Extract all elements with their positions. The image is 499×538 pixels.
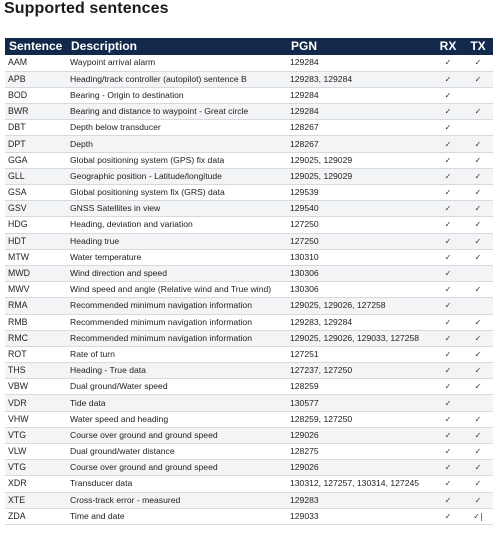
rx-check-cell: ✓ [433,395,463,411]
pgn-cell: 129025, 129026, 129033, 127258 [287,330,433,346]
column-header-description: Description [71,39,138,53]
pgn-cell: 129033 [287,508,433,524]
sentence-code-cell: APB [5,71,67,87]
description-cell: Recommended minimum navigation information [67,314,287,330]
pgn-cell: 129540 [287,201,433,217]
table-row [5,476,493,492]
sentence-code-cell: VHW [5,411,67,427]
description-cell: Global positioning system (GPS) fix data [67,152,287,168]
pgn-cell: 128259, 127250 [287,411,433,427]
table-row [5,298,493,314]
pgn-cell: 129026 [287,427,433,443]
pgn-cell: 129025, 129029 [287,168,433,184]
table-row [5,201,493,217]
table-row [5,152,493,168]
sentence-code-cell: VBW [5,379,67,395]
rx-check-cell: ✓ [433,508,463,524]
pgn-cell: 127250 [287,233,433,249]
description-cell: Bearing - Origin to destination [67,87,287,103]
description-cell: Depth below transducer [67,120,287,136]
sentence-code-cell: THS [5,363,67,379]
table-row [5,460,493,476]
rx-check-cell: ✓ [433,136,463,152]
description-cell: Cross-track error - measured [67,492,287,508]
pgn-cell: 127250 [287,217,433,233]
rx-check-cell: ✓ [433,379,463,395]
tx-check-cell: ✓ [463,104,493,120]
pgn-cell: 130310 [287,249,433,265]
pgn-cell: 129283, 129284 [287,314,433,330]
rx-check-cell: ✓ [433,298,463,314]
table-row [5,249,493,265]
tx-check-cell: ✓ [463,168,493,184]
description-cell: Water temperature [67,249,287,265]
table-row [5,87,493,103]
description-cell: Global positioning system fix (GRS) data [67,185,287,201]
sentence-code-cell: XDR [5,476,67,492]
sentence-code-cell: HDT [5,233,67,249]
sentence-code-cell: GGA [5,152,67,168]
tx-check-cell [463,395,493,411]
tx-check-cell: ✓ [463,249,493,265]
table-row [5,363,493,379]
description-cell: Tide data [67,395,287,411]
rx-check-cell: ✓ [433,71,463,87]
page-title: Supported sentences [4,0,169,17]
tx-check-cell [463,298,493,314]
rx-check-cell: ✓ [433,55,463,71]
description-cell: Recommended minimum navigation information [67,298,287,314]
tx-check-cell: ✓ [463,185,493,201]
table-row [5,314,493,330]
table-row [5,136,493,152]
description-cell: Course over ground and ground speed [67,460,287,476]
table-row [5,233,493,249]
rx-check-cell: ✓ [433,152,463,168]
sentence-code-cell: VTG [5,460,67,476]
tx-check-cell: ✓ [463,346,493,362]
description-cell: Heading true [67,233,287,249]
tx-check-cell: ✓ [463,201,493,217]
rx-check-cell: ✓ [433,427,463,443]
sentence-code-cell: MWV [5,282,67,298]
table-row [5,330,493,346]
rx-check-cell: ✓ [433,460,463,476]
pgn-cell: 130312, 127257, 130314, 127245 [287,476,433,492]
sentence-code-cell: ZDA [5,508,67,524]
sentence-code-cell: BOD [5,87,67,103]
table-header-row [5,38,493,55]
rx-check-cell: ✓ [433,411,463,427]
sentence-code-cell: GLL [5,168,67,184]
tx-check-cell: ✓ [463,476,493,492]
description-cell: Water speed and heading [67,411,287,427]
pgn-cell: 127237, 127250 [287,363,433,379]
pgn-cell: 128267 [287,136,433,152]
column-header-tx: TX [470,39,486,53]
table-row [5,120,493,136]
table-body [5,55,493,524]
sentence-code-cell: XTE [5,492,67,508]
tx-check-cell: ✓ [463,282,493,298]
description-cell: GNSS Satellites in view [67,201,287,217]
sentence-code-cell: BWR [5,104,67,120]
tx-check-cell: ✓ [463,363,493,379]
description-cell: Dual ground/Water speed [67,379,287,395]
tx-check-cell: ✓ [463,330,493,346]
pgn-cell: 128259 [287,379,433,395]
tx-check-cell: ✓ [463,233,493,249]
table-row [5,55,493,71]
tx-check-cell: ✓ [463,314,493,330]
tx-check-cell: ✓ [463,152,493,168]
tx-check-cell: ✓ [463,71,493,87]
sentence-code-cell: RMA [5,298,67,314]
sentence-code-cell: MWD [5,265,67,281]
supported-sentences-table [5,38,493,525]
tx-check-cell: ✓| [463,508,493,524]
description-cell: Wind direction and speed [67,265,287,281]
pgn-cell: 130577 [287,395,433,411]
tx-check-cell [463,120,493,136]
sentence-code-cell: DBT [5,120,67,136]
sentence-code-cell: VTG [5,427,67,443]
rx-check-cell: ✓ [433,201,463,217]
description-cell: Heading - True data [67,363,287,379]
pgn-cell: 130306 [287,265,433,281]
description-cell: Course over ground and ground speed [67,427,287,443]
sentence-code-cell: RMC [5,330,67,346]
table-row [5,104,493,120]
pgn-cell: 127251 [287,346,433,362]
table-row [5,168,493,184]
column-header-rx: RX [439,39,457,53]
table-row [5,265,493,281]
tx-check-cell: ✓ [463,444,493,460]
tx-check-cell: ✓ [463,217,493,233]
description-cell: Heading/track controller (autopilot) sentence B [67,71,287,87]
rx-check-cell: ✓ [433,217,463,233]
rx-check-cell: ✓ [433,314,463,330]
pgn-cell: 129284 [287,87,433,103]
description-cell: Geographic position - Latitude/longitude [67,168,287,184]
rx-check-cell: ✓ [433,265,463,281]
table-row [5,427,493,443]
sentence-code-cell: VDR [5,395,67,411]
description-cell: Time and date [67,508,287,524]
rx-check-cell: ✓ [433,249,463,265]
sentence-code-cell: HDG [5,217,67,233]
sentence-code-cell: VLW [5,444,67,460]
sentence-code-cell: MTW [5,249,67,265]
tx-check-cell: ✓ [463,460,493,476]
pgn-cell: 130306 [287,282,433,298]
tx-check-cell [463,265,493,281]
table-row [5,444,493,460]
description-cell: Depth [67,136,287,152]
rx-check-cell: ✓ [433,492,463,508]
rx-check-cell: ✓ [433,87,463,103]
sentence-code-cell: DPT [5,136,67,152]
rx-check-cell: ✓ [433,282,463,298]
pgn-cell: 128275 [287,444,433,460]
tx-check-cell: ✓ [463,379,493,395]
description-cell: Rate of turn [67,346,287,362]
rx-check-cell: ✓ [433,120,463,136]
rx-check-cell: ✓ [433,104,463,120]
tx-check-cell: ✓ [463,411,493,427]
rx-check-cell: ✓ [433,168,463,184]
rx-check-cell: ✓ [433,444,463,460]
tx-check-cell: ✓ [463,427,493,443]
table-row [5,185,493,201]
tx-check-cell: ✓ [463,492,493,508]
pgn-cell: 129284 [287,104,433,120]
column-header-sentence: Sentence [9,39,63,53]
table-row [5,217,493,233]
pgn-cell: 129284 [287,55,433,71]
rx-check-cell: ✓ [433,233,463,249]
sentence-code-cell: AAM [5,55,67,71]
rx-check-cell: ✓ [433,346,463,362]
rx-check-cell: ✓ [433,363,463,379]
description-cell: Bearing and distance to waypoint - Great circle [67,104,287,120]
tx-check-cell [463,87,493,103]
table-row [5,508,493,524]
table-row [5,71,493,87]
table-row [5,282,493,298]
pgn-cell: 129025, 129029 [287,152,433,168]
sentence-code-cell: GSV [5,201,67,217]
pgn-cell: 129539 [287,185,433,201]
sentence-code-cell: GSA [5,185,67,201]
column-header-pgn: PGN [291,39,318,53]
description-cell: Waypoint arrival alarm [67,55,287,71]
description-cell: Transducer data [67,476,287,492]
table-row [5,492,493,508]
sentence-code-cell: ROT [5,346,67,362]
table-row [5,379,493,395]
rx-check-cell: ✓ [433,476,463,492]
tx-check-cell: ✓ [463,55,493,71]
tx-check-cell: ✓ [463,136,493,152]
pgn-cell: 129025, 129026, 127258 [287,298,433,314]
pgn-cell: 129283, 129284 [287,71,433,87]
description-cell: Recommended minimum navigation information [67,330,287,346]
pgn-cell: 129026 [287,460,433,476]
pgn-cell: 129283 [287,492,433,508]
description-cell: Dual ground/water distance [67,444,287,460]
table-row [5,346,493,362]
rx-check-cell: ✓ [433,185,463,201]
rx-check-cell: ✓ [433,330,463,346]
description-cell: Heading, deviation and variation [67,217,287,233]
table-row [5,395,493,411]
sentence-code-cell: RMB [5,314,67,330]
description-cell: Wind speed and angle (Relative wind and True wind) [67,282,287,298]
pgn-cell: 128267 [287,120,433,136]
table-row [5,411,493,427]
